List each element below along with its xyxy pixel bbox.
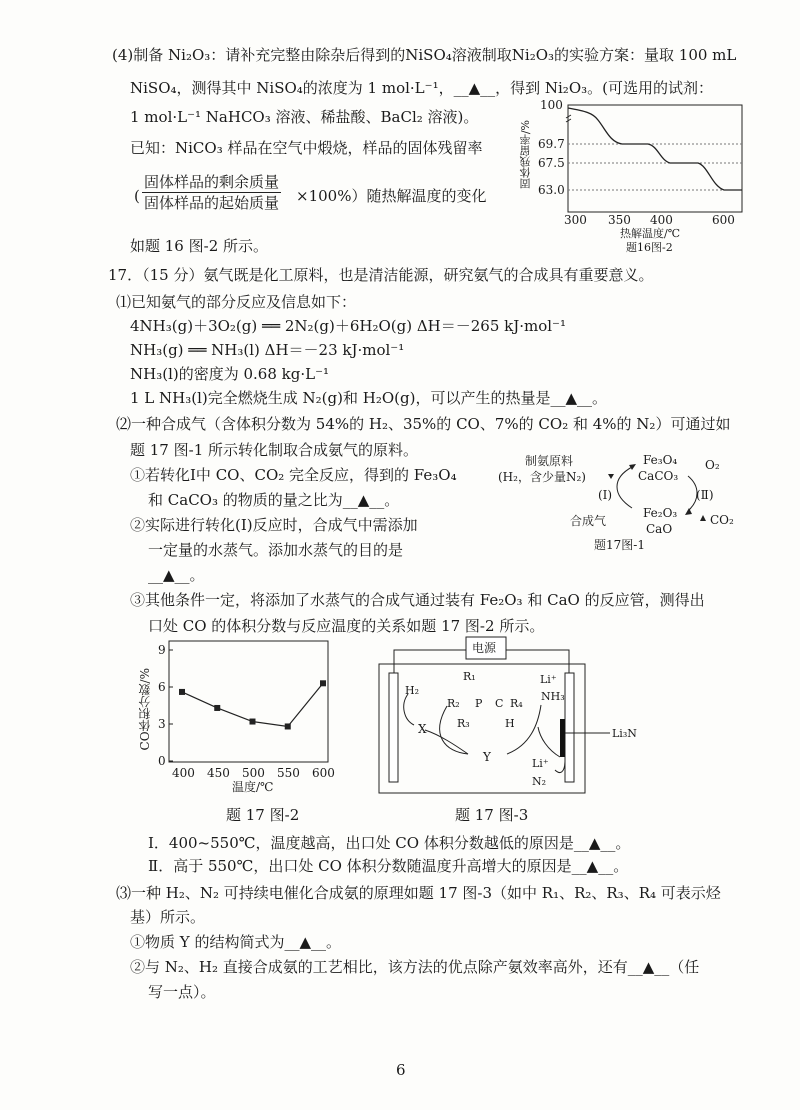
q17-3-line1: ⑶一种 H₂、N₂ 可持续电催化合成氨的原理如题 17 图-3（如中 R₁、R₂、R₃、R₄ 可表示烃 (116, 884, 721, 902)
q17-2-a-line2: 和 CaCO₃ 的物质的量之比为__▲__。 (148, 491, 400, 509)
left-electrode (389, 673, 398, 782)
xtick: 600 (712, 213, 735, 227)
q17-2-b-line1: ②实际进行转化(Ⅰ)反应时，合成气中需添加 (130, 516, 418, 534)
xtick: 400 (172, 766, 195, 780)
q16-4-line3: 1 mol·L⁻¹ NaHCO₃ 溶液、稀盐酸、BaCl₂ 溶液)。 (130, 108, 479, 126)
q17-2-i: Ⅰ．400~550℃，温度越高，出口处 CO 体积分数越低的原因是__▲__。 (148, 834, 631, 852)
q16-4-line1: (4)制备 Ni₂O₃：请补充完整由除杂后得到的NiSO₄溶液制取Ni₂O₃的实验方案：量取 100 mL (112, 46, 737, 64)
feed-label: 制氨原料 (525, 454, 574, 468)
li-ion-bottom-label: Li⁺ (532, 757, 549, 770)
fraction-open-paren: ( (134, 187, 140, 205)
h-label: H (505, 717, 515, 730)
step-1-label: (Ⅰ) (598, 488, 613, 502)
x-label: X (418, 722, 427, 736)
fig16-2-caption: 题16图-2 (626, 241, 673, 254)
page-number: 6 (396, 1061, 406, 1079)
q17-1-question: 1 L NH₃(l)完全燃烧生成 N₂(g)和 H₂O(g)，可以产生的热量是__▲__。 (130, 389, 607, 407)
y-label: Y (483, 750, 491, 764)
cao-label: CaO (646, 522, 673, 536)
feed-composition: (H₂，含少量N₂) (498, 470, 586, 484)
q17-2-b-line3: __▲__。 (148, 566, 205, 584)
q17-2-line2: 题 17 图-1 所示转化制取合成氨气的原料。 (130, 441, 419, 459)
xtick: 500 (242, 766, 265, 780)
right-electrode (565, 673, 574, 782)
ytick: 67.5 (538, 156, 565, 170)
fraction-denominator: 固体样品的起始质量 (144, 194, 280, 212)
r3-label: R₃ (457, 717, 470, 730)
caco3-label: CaCO₃ (638, 469, 679, 483)
xtick: 400 (650, 213, 673, 227)
ytick: 9 (158, 643, 166, 657)
fig17-3-caption: 题 17 图-3 (455, 806, 529, 824)
q17-2-c-line1: ③其他条件一定，将添加了水蒸气的合成气通过装有 Fe₂O₃ 和 CaO 的反应管，测得出 (130, 591, 705, 609)
fe3o4-label: Fe₃O₄ (643, 453, 678, 467)
q17-3-b-line2: 写一点）。 (148, 983, 216, 1001)
step-2-label: (Ⅱ) (696, 488, 714, 502)
fig16-2-ylabel: 固体残留率/% (519, 120, 532, 190)
chart-xlabel: 温度/℃ (232, 780, 274, 794)
ytick: 0 (158, 754, 166, 768)
o2-label: O₂ (705, 458, 720, 472)
q17-2-ii: Ⅱ．高于 550℃，出口处 CO 体积分数随温度升高增大的原因是__▲__。 (148, 857, 629, 875)
fig17-2-caption: 题 17 图-2 (226, 806, 300, 824)
co2-label: CO₂ (710, 513, 734, 527)
fraction-after: ×100%）随热解温度的变化 (296, 187, 487, 205)
q17-1-intro: ⑴已知氨气的部分反应及信息如下： (116, 293, 357, 311)
fe2o3-label: Fe₂O₃ (643, 506, 678, 520)
ytick: 6 (158, 680, 166, 694)
q16-4-line4: 已知：NiCO₃ 样品在空气中煅烧，样品的固体残留率 (130, 139, 483, 157)
ytick: 100 (540, 98, 563, 112)
r2-label: R₂ (447, 697, 460, 710)
q17-header: 17．（15 分）氨气既是化工原料，也是清洁能源，研究氨气的合成具有重要意义。 (108, 266, 654, 284)
wire-right (506, 650, 569, 673)
q17-2-a-line1: ①若转化Ⅰ中 CO、CO₂ 完全反应，得到的 Fe₃O₄ (130, 466, 457, 484)
cycle-arrow (440, 706, 468, 754)
fig16-2-xlabel: 热解温度/℃ (620, 227, 681, 240)
q17-3-a: ①物质 Y 的结构简式为__▲__。 (130, 933, 341, 951)
xtick: 350 (608, 213, 631, 227)
equation-1: 4NH₃(g)＋3O₂(g) ══ 2N₂(g)＋6H₂O(g) ΔH＝－265 kJ·mol⁻¹ (130, 317, 566, 335)
c-label: C (495, 697, 504, 710)
q17-2-c-line2: 口处 CO 的体积分数与反应温度的关系如题 17 图-2 所示。 (148, 617, 545, 635)
n2-label: N₂ (532, 775, 547, 788)
nh3-label: NH₃ (541, 690, 565, 703)
chart-ylabel: CO体积分数/% (138, 668, 152, 751)
xtick: 300 (564, 213, 587, 227)
xtick: 600 (312, 766, 335, 780)
ytick: 63.0 (538, 183, 565, 197)
power-label: 电源 (472, 641, 497, 655)
ytick: 3 (158, 717, 166, 731)
fig17-1-caption: 题17图-1 (594, 538, 645, 552)
q17-2-line1: ⑵一种合成气（含体积分数为 54%的 H₂、35%的 CO、7%的 CO₂ 和 4%的 N₂）可通过如 (116, 415, 731, 433)
xtick: 550 (277, 766, 300, 780)
ytick: 69.7 (538, 137, 565, 151)
xtick: 450 (207, 766, 230, 780)
density-text: NH₃(l)的密度为 0.68 kg·L⁻¹ (130, 365, 330, 383)
li-ion-top-label: Li⁺ (540, 673, 557, 686)
syngas-label: 合成气 (570, 514, 607, 528)
r4-label: R₄ (510, 697, 523, 710)
q17-2-b-line2: 一定量的水蒸气。添加水蒸气的目的是 (148, 541, 404, 559)
li3n-label: Li₃N (612, 727, 637, 740)
n2-arrow (555, 760, 565, 773)
q17-3-line2: 基）所示。 (130, 908, 206, 926)
li3n-arrow (538, 727, 560, 757)
h2-label: H₂ (405, 684, 420, 697)
h2-arrow (404, 694, 414, 725)
x-arrow (425, 730, 468, 754)
wire-left (394, 650, 466, 673)
equation-2: NH₃(g) ══ NH₃(l) ΔH＝－23 kJ·mol⁻¹ (130, 341, 405, 359)
q16-4-line6: 如题 16 图-2 所示。 (130, 237, 269, 255)
q17-3-b-line1: ②与 N₂、H₂ 直接合成氨的工艺相比，该方法的优点除产氨效率高外，还有__▲__（任 (130, 958, 700, 976)
r1-label: R₁ (463, 670, 476, 683)
q16-4-line2: NiSO₄，测得其中 NiSO₄的浓度为 1 mol·L⁻¹，__▲__，得到 Ni₂O₃。(可选用的试剂： (130, 79, 713, 97)
p-label: P (475, 697, 483, 710)
li3n-layer (560, 719, 565, 757)
fraction-numerator: 固体样品的剩余质量 (144, 173, 280, 191)
